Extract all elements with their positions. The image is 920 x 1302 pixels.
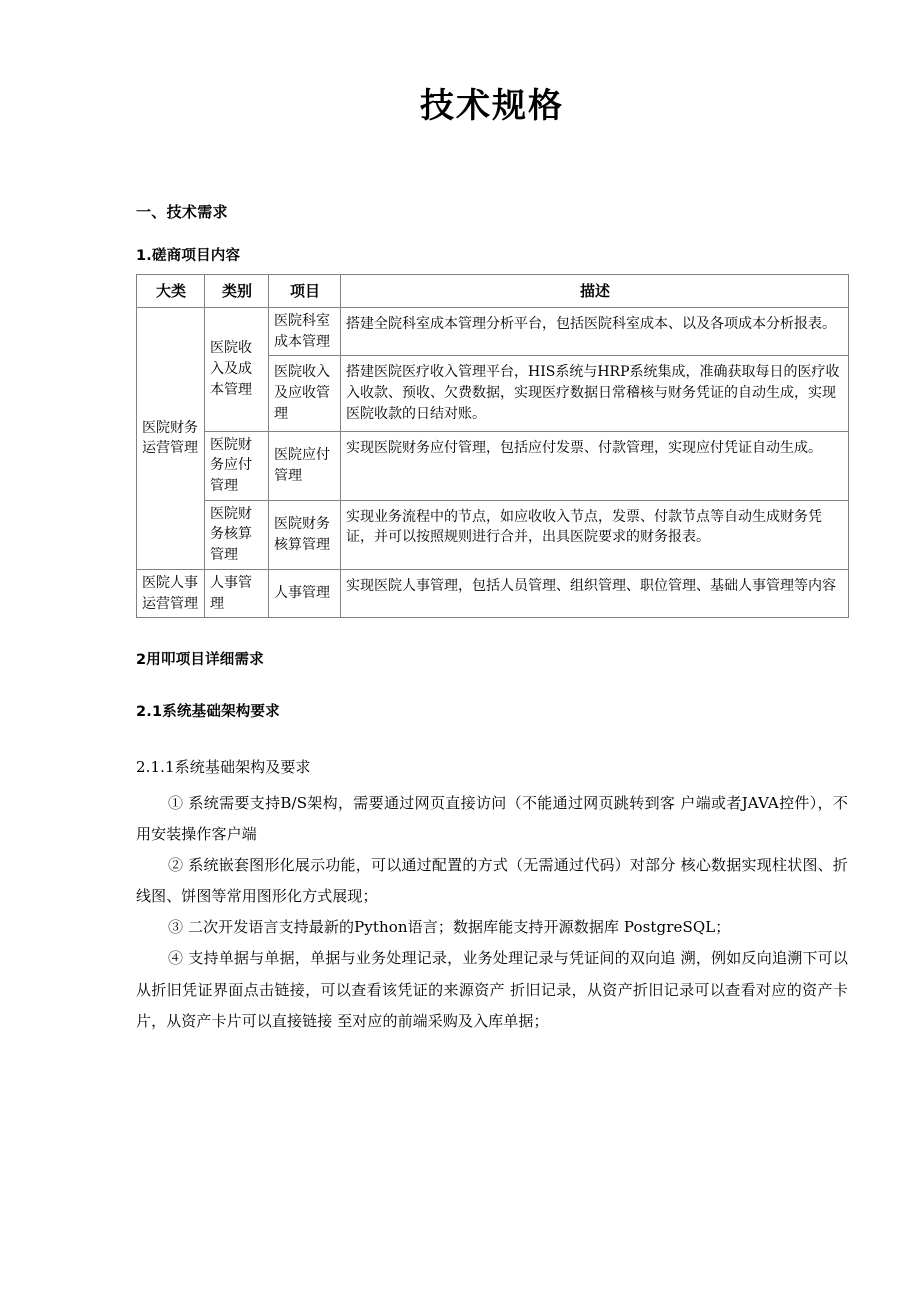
cell-description: 搭建医院医疗收入管理平台，HIS系统与HRP系统集成，准确获取每日的医疗收入收款、预收、欠费数据，实现医疗数据日常稽核与财务凭证的自动生成，实现医院收款的日结对账。	[341, 356, 849, 431]
cell-type: 医院收入及成本管理	[205, 307, 269, 431]
table-header-description: 描述	[341, 274, 849, 307]
cell-description: 实现业务流程中的节点，如应收收入节点，发票、付款节点等自动生成财务凭证，并可以按照规则进行合并，出具医院要求的财务报表。	[341, 500, 849, 569]
requirements-table	[136, 274, 849, 619]
table-row	[137, 569, 849, 617]
cell-item: 医院收入及应收管理	[269, 356, 341, 431]
section-heading-2-1: 2.1系统基础架构要求	[136, 704, 280, 721]
table-row	[137, 307, 849, 355]
cell-description: 搭建全院科室成本管理分析平台，包括医院科室成本、以及各项成本分析报表。	[341, 307, 849, 355]
cell-category: 医院人事运营管理	[137, 569, 205, 617]
requirement-item-3: ③ 二次开发语言支持最新的Python语言；数据库能支持开源数据库 PostgreSQL；	[168, 918, 731, 937]
cell-type: 人事管理	[205, 569, 269, 617]
table-header-row	[137, 274, 849, 307]
table-row	[137, 500, 849, 569]
section-heading-2: 2用叩项目详细需求	[136, 652, 264, 669]
cell-item: 医院应付管理	[269, 431, 341, 500]
cell-item: 人事管理	[269, 569, 341, 617]
requirement-item-4: ④ 支持单据与单据，单据与业务处理记录，业务处理记录与凭证间的双向追 溯，例如反向追溯下可以从折旧凭证界面点击链接，可以查看该凭证的来源资产 折旧记录，从资产折旧记录可以查看对应的资产卡片，从资产卡片可以直接链接 至对应的前端采购及入库单据；	[136, 949, 848, 1030]
page-title: 技术规格	[420, 86, 564, 126]
table-header-category: 大类	[137, 274, 205, 307]
cell-type: 医院财务核算管理	[205, 500, 269, 569]
cell-type: 医院财务应付管理	[205, 431, 269, 500]
table-header-item: 项目	[269, 274, 341, 307]
requirement-item-1: ① 系统需要支持B/S架构，需要通过网页直接访问（不能通过网页跳转到客 户端或者JAVA控件），不用安装操作客户端	[136, 793, 848, 843]
cell-item: 医院科室成本管理	[269, 307, 341, 355]
section-heading-2-1-1: 2.1.1系统基础架构及要求	[136, 758, 311, 777]
section-heading-1: 一、技术需求	[136, 202, 228, 221]
requirement-item-2: ② 系统嵌套图形化展示功能，可以通过配置的方式（无需通过代码）对部分 核心数据实现柱状图、折线图、饼图等常用图形化方式展现；	[136, 855, 848, 906]
table-header-type: 类别	[205, 274, 269, 307]
cell-category: 医院财务运营管理	[137, 307, 205, 569]
document-content	[136, 0, 848, 1037]
section-heading-1-1: 1.磋商项目内容	[136, 247, 241, 264]
table-row	[137, 431, 849, 500]
cell-description: 实现医院财务应付管理，包括应付发票、付款管理，实现应付凭证自动生成。	[341, 431, 849, 500]
cell-description: 实现医院人事管理，包括人员管理、组织管理、职位管理、基础人事管理等内容	[341, 569, 849, 617]
cell-item: 医院财务核算管理	[269, 500, 341, 569]
